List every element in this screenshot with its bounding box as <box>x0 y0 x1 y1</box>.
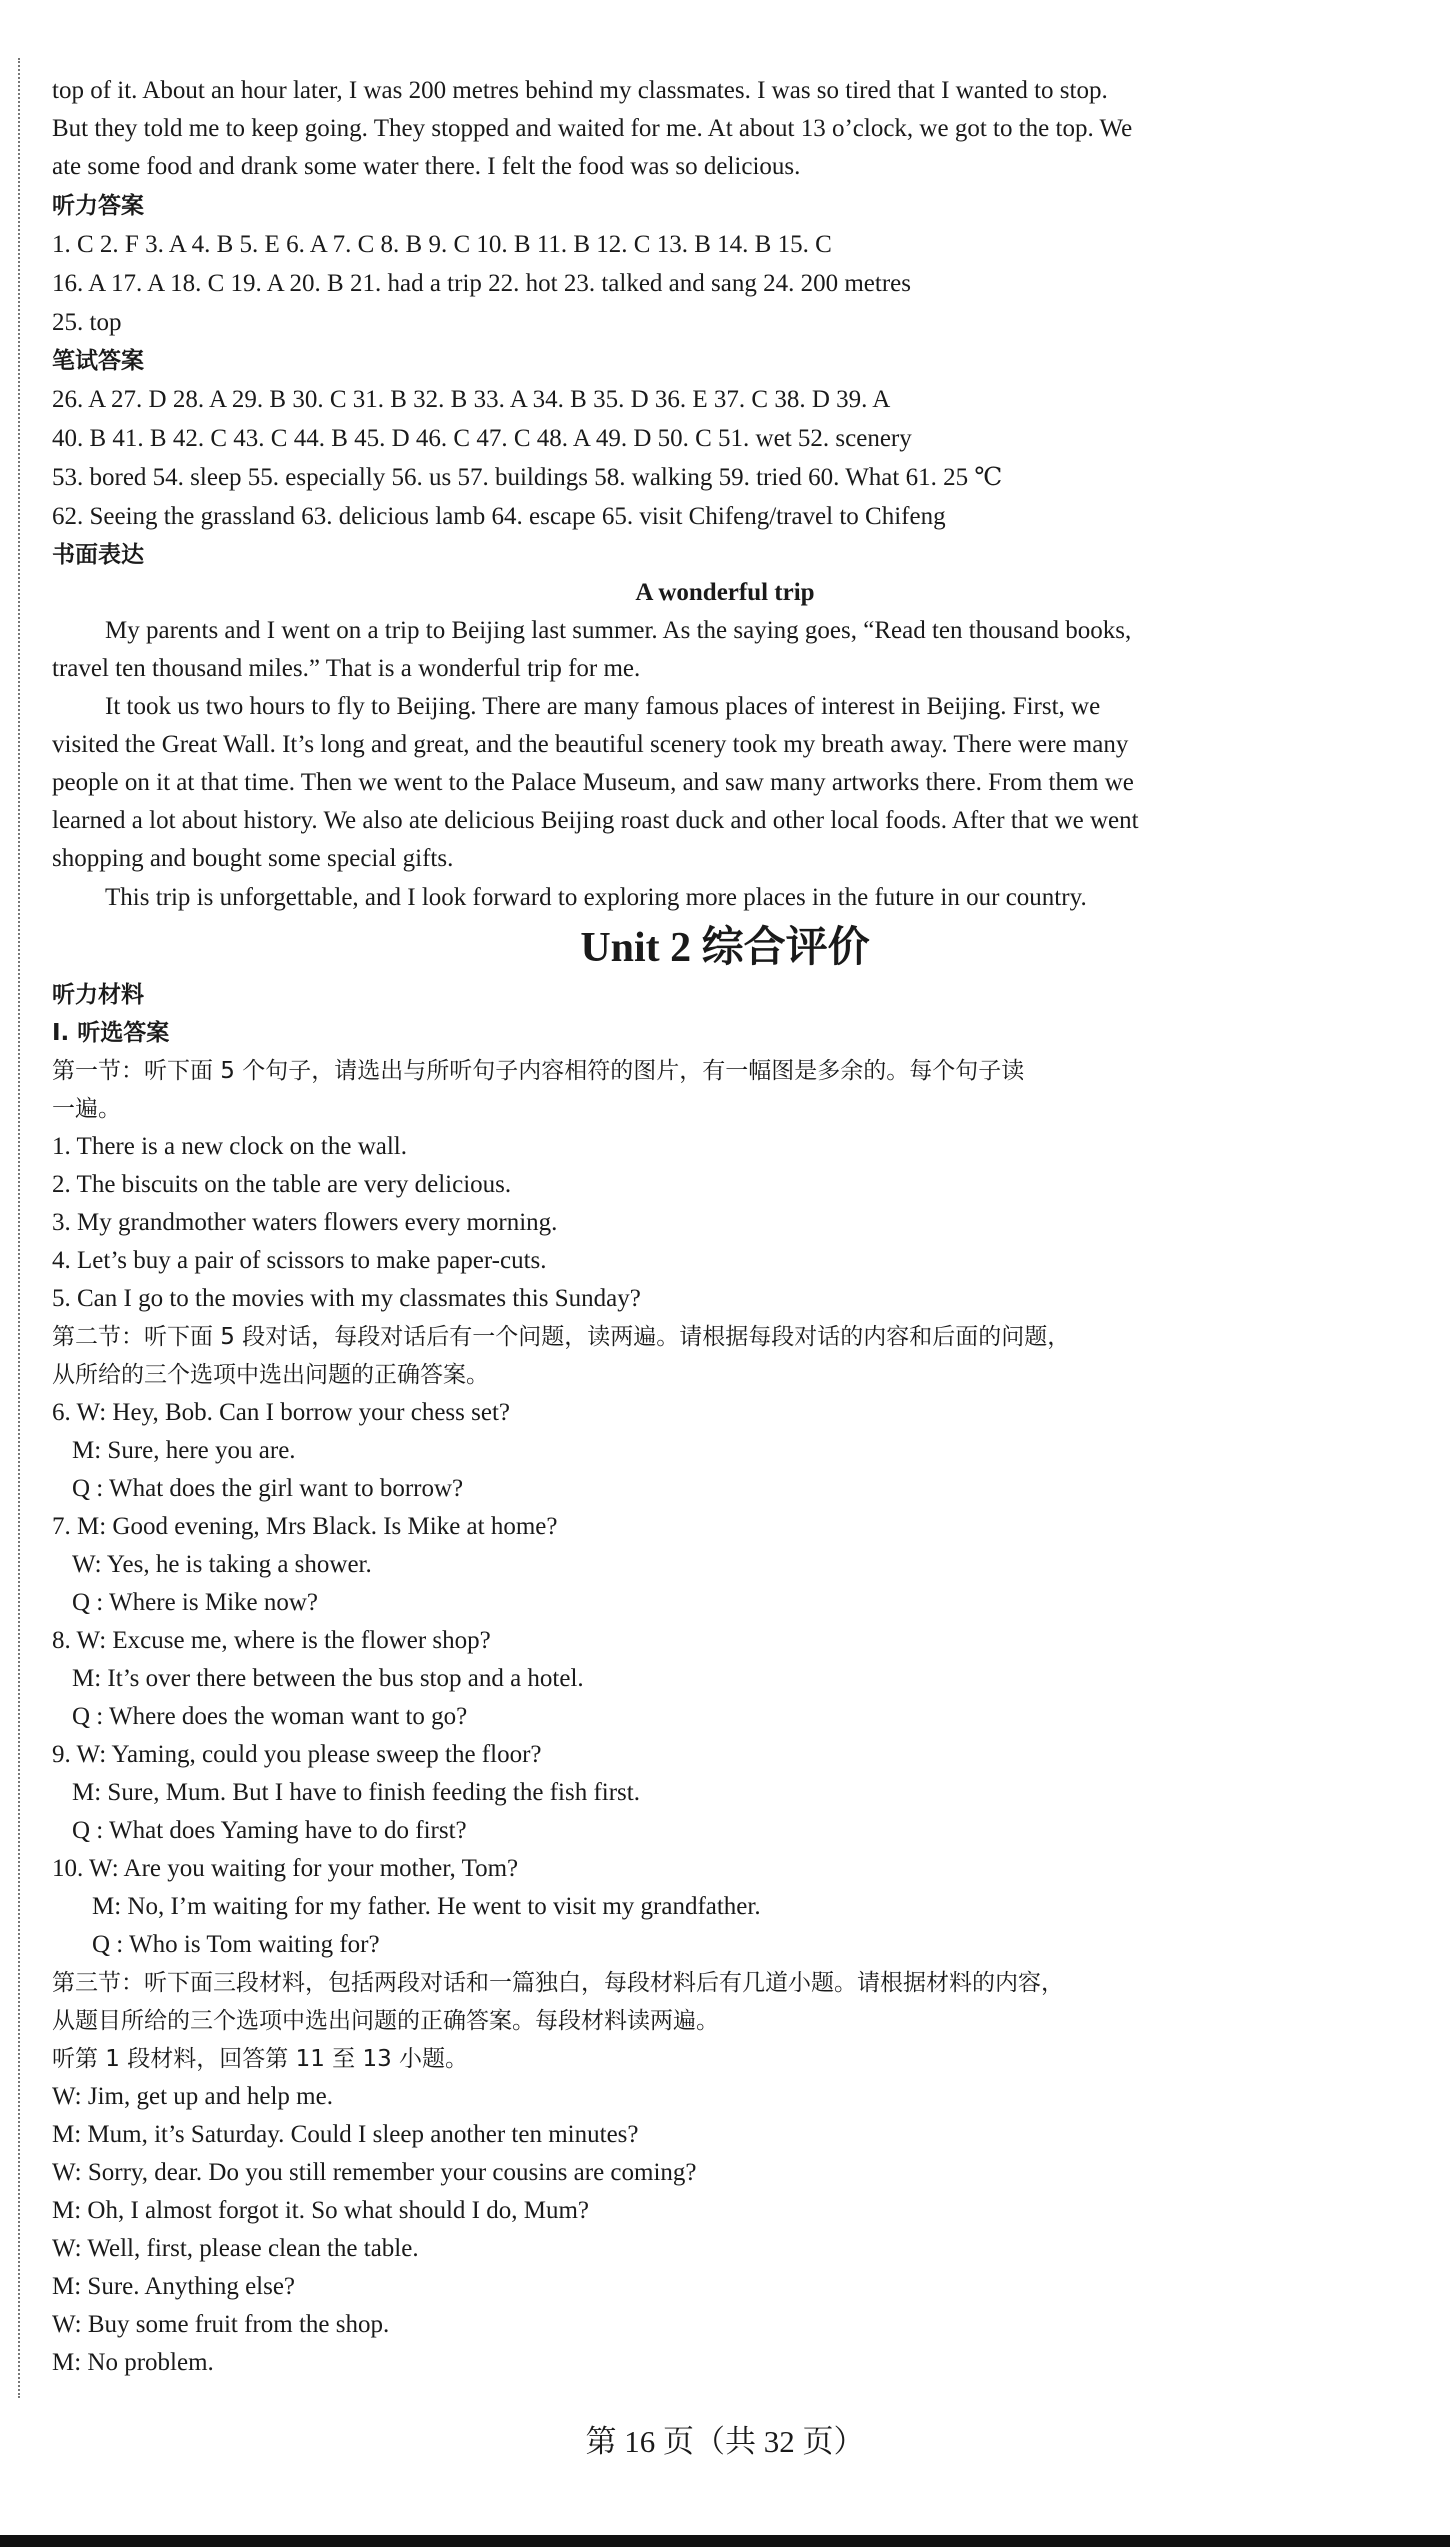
essay-line: shopping and bought some special gifts. <box>52 845 454 872</box>
script-line: 8. W: Excuse me, where is the flower shop? <box>52 1627 491 1654</box>
script-line: M: Sure, here you are. <box>72 1437 296 1464</box>
dialogue-line: W: Buy some fruit from the shop. <box>52 2311 390 2338</box>
script-line: 5. Can I go to the movies with my classmates this Sunday? <box>52 1285 641 1312</box>
script-line: 6. W: Hey, Bob. Can I borrow your chess set? <box>52 1399 511 1426</box>
script-line: M: Sure, Mum. But I have to finish feeding the fish first. <box>72 1779 640 1806</box>
page-footer: 第 16 页（共 32 页） <box>585 2424 865 2459</box>
script-line: Q : What does Yaming have to do first? <box>72 1817 467 1844</box>
essay-line: visited the Great Wall. It’s long and great, and the beautiful scenery took my breath away. There were many <box>52 731 1129 758</box>
margin-rule <box>18 58 20 2398</box>
answer-line: 16. A 17. A 18. C 19. A 20. B 21. had a trip 22. hot 23. talked and sang 24. 200 metres <box>52 270 911 297</box>
materials-heading: 听力材料 <box>52 982 144 1008</box>
answer-line: 53. bored 54. sleep 55. especially 56. us 57. buildings 58. walking 59. tried 60. What 61. 25 ℃ <box>52 464 1003 491</box>
dialogue-line: W: Well, first, please clean the table. <box>52 2235 419 2262</box>
script-line: 3. My grandmother waters flowers every morning. <box>52 1209 558 1236</box>
instruction-line: 第二节：听下面 5 段对话，每段对话后有一个问题，读两遍。请根据每段对话的内容和后面的问题， <box>52 1324 1071 1350</box>
essay-line: learned a lot about history. We also ate delicious Beijing roast duck and other local foods. After that we went <box>52 807 1139 834</box>
essay-line: travel ten thousand miles.” That is a wonderful trip for me. <box>52 655 641 682</box>
script-line: 7. M: Good evening, Mrs Black. Is Mike at home? <box>52 1513 558 1540</box>
essay-continuation-line: But they told me to keep going. They stopped and waited for me. At about 13 o’clock, we got to the top. We <box>52 115 1133 142</box>
unit-title: Unit 2 综合评价 <box>580 925 870 971</box>
dialogue-line: W: Jim, get up and help me. <box>52 2083 333 2110</box>
instruction-line: 从所给的三个选项中选出问题的正确答案。 <box>52 1362 489 1388</box>
essay-line: My parents and I went on a trip to Beijing last summer. As the saying goes, “Read ten thousand books, <box>105 617 1132 644</box>
script-line: W: Yes, he is taking a shower. <box>72 1551 372 1578</box>
script-line: Q : Who is Tom waiting for? <box>92 1931 380 1958</box>
script-line: 2. The biscuits on the table are very delicious. <box>52 1171 512 1198</box>
script-line: Q : Where does the woman want to go? <box>72 1703 468 1730</box>
answer-line: 25. top <box>52 309 122 336</box>
essay-line: It took us two hours to fly to Beijing. There are many famous places of interest in Beijing. First, we <box>105 693 1101 720</box>
essay-line: This trip is unforgettable, and I look forward to exploring more places in the future in our country. <box>105 884 1087 911</box>
section-heading: Ⅰ. 听选答案 <box>52 1020 170 1046</box>
listening-answers-heading: 听力答案 <box>52 193 144 219</box>
dialogue-line: W: Sorry, dear. Do you still remember your cousins are coming? <box>52 2159 697 2186</box>
bottom-border <box>0 2535 1450 2547</box>
answer-line: 1. C 2. F 3. A 4. B 5. E 6. A 7. C 8. B 9. C 10. B 11. B 12. C 13. B 14. B 15. C <box>52 231 832 258</box>
instruction-line: 第一节：听下面 5 个句子，请选出与所听句子内容相符的图片，有一幅图是多余的。每个句子读 <box>52 1058 1025 1084</box>
writing-heading: 书面表达 <box>52 542 144 568</box>
script-line: Q : Where is Mike now? <box>72 1589 319 1616</box>
script-line: 1. There is a new clock on the wall. <box>52 1133 407 1160</box>
dialogue-line: M: No problem. <box>52 2349 214 2376</box>
answer-line: 26. A 27. D 28. A 29. B 30. C 31. B 32. B 33. A 34. B 35. D 36. E 37. C 38. D 39. A <box>52 386 891 413</box>
instruction-line: 从题目所给的三个选项中选出问题的正确答案。每段材料读两遍。 <box>52 2008 719 2034</box>
essay-continuation-line: ate some food and drank some water there. I felt the food was so delicious. <box>52 153 801 180</box>
dialogue-line: M: Oh, I almost forgot it. So what should I do, Mum? <box>52 2197 590 2224</box>
written-answers-heading: 笔试答案 <box>52 348 144 374</box>
script-line: 9. W: Yaming, could you please sweep the floor? <box>52 1741 542 1768</box>
instruction-line: 第三节：听下面三段材料，包括两段对话和一篇独白，每段材料后有几道小题。请根据材料的内容， <box>52 1970 1064 1996</box>
dialogue-line: M: Mum, it’s Saturday. Could I sleep another ten minutes? <box>52 2121 639 2148</box>
instruction-line: 一遍。 <box>52 1096 121 1122</box>
script-line: 10. W: Are you waiting for your mother, Tom? <box>52 1855 519 1882</box>
essay-continuation-line: top of it. About an hour later, I was 200 metres behind my classmates. I was so tired that I wanted to stop. <box>52 77 1108 104</box>
answer-line: 62. Seeing the grassland 63. delicious lamb 64. escape 65. visit Chifeng/travel to Chifeng <box>52 503 946 530</box>
script-line: Q : What does the girl want to borrow? <box>72 1475 464 1502</box>
instruction-line: 听第 1 段材料，回答第 11 至 13 小题。 <box>52 2046 469 2072</box>
essay-title: A wonderful trip <box>635 579 815 606</box>
script-line: M: It’s over there between the bus stop and a hotel. <box>72 1665 584 1692</box>
script-line: M: No, I’m waiting for my father. He went to visit my grandfather. <box>92 1893 761 1920</box>
answer-line: 40. B 41. B 42. C 43. C 44. B 45. D 46. C 47. C 48. A 49. D 50. C 51. wet 52. scenery <box>52 425 912 452</box>
essay-line: people on it at that time. Then we went to the Palace Museum, and saw many artworks there. From them we <box>52 769 1134 796</box>
script-line: 4. Let’s buy a pair of scissors to make paper-cuts. <box>52 1247 547 1274</box>
dialogue-line: M: Sure. Anything else? <box>52 2273 296 2300</box>
